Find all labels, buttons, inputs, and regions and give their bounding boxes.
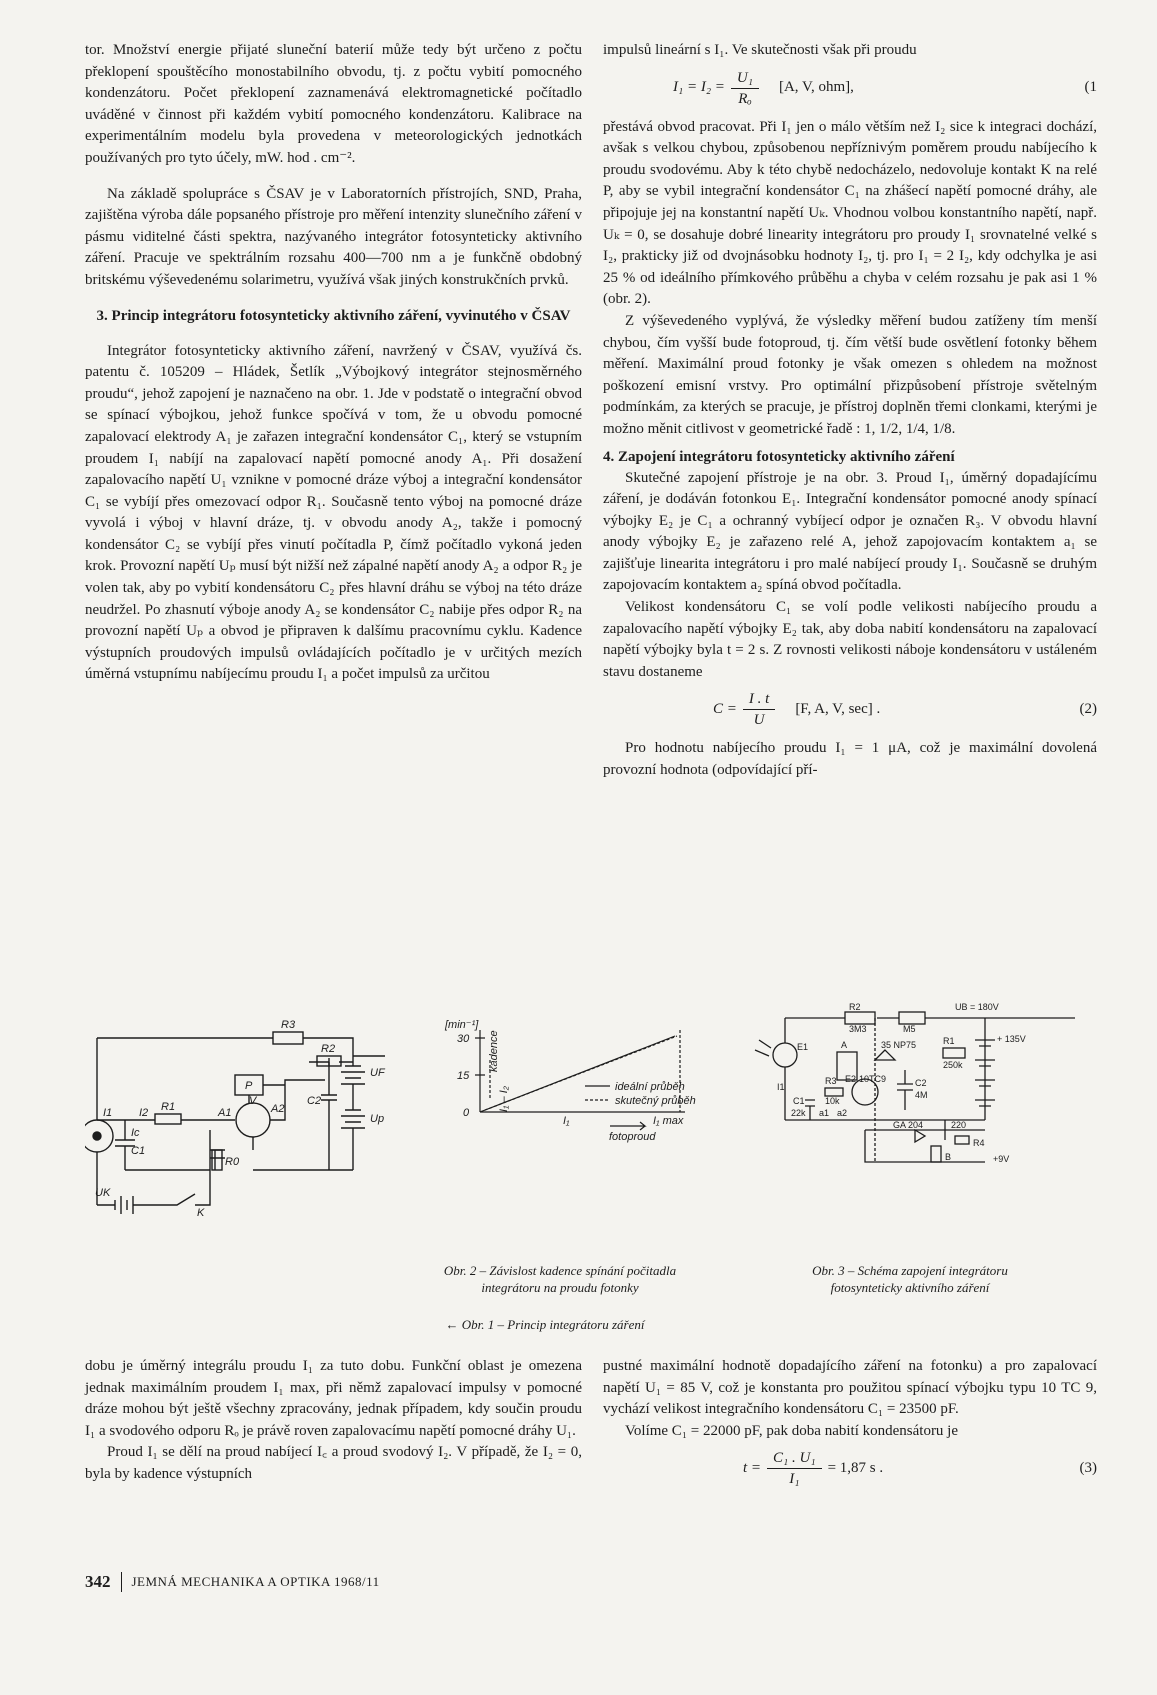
photocell-e1	[773, 1043, 797, 1067]
eq3-rhs: = 1,87 s .	[827, 1460, 884, 1477]
label-ic: Ic	[131, 1127, 140, 1139]
eq2-lhs: C =	[713, 701, 737, 718]
paragraph: Volíme C₁ = 22000 pF, pak doba nabití kondensátoru je	[625, 1422, 959, 1439]
eq3-denominator: I₁	[789, 1471, 800, 1488]
paragraph: Na základě spolupráce s ČSAV je v Laboratorních přístrojích, SND, Praha, zajištěna výroba dále popsaného přístroje pro měření intenzity slunečního záření v pásmu viditelné části spektra, nazývaného integrátor fotosynteticky aktivního záření. Pracuje ve spektrálním rozsahu 400—700 nm a je funkčně obdobný britskému výševedenému solarimetru, využívá však jiných konstrukčních prvků.	[85, 185, 582, 288]
capacitor-c2	[321, 1062, 337, 1170]
label-a1: A1	[218, 1107, 232, 1119]
light-rays	[755, 1040, 771, 1056]
lbl: 22k	[791, 1108, 806, 1118]
x-i1-label: I₁	[563, 1115, 570, 1127]
label-c2: C2	[307, 1095, 322, 1107]
lbl: A	[841, 1040, 848, 1050]
y-unit: [min⁻¹]	[445, 1019, 479, 1031]
page-footer	[85, 1572, 380, 1592]
label-k: K	[197, 1207, 205, 1219]
eq1-units: [A, V, ohm],	[778, 79, 854, 96]
eq2-fraction	[743, 689, 775, 730]
label-i1: I1	[103, 1107, 113, 1119]
eq1-lhs: I₁ = I₂ =	[673, 79, 725, 96]
label-r2: R2	[321, 1043, 336, 1055]
paragraph: Velikost kondensátoru C₁ se volí podle velikosti nabíjecího proudu a zapalovacího napětí výbojky E₂ tak, aby doba nabití kondensátoru na zapalovací napětí výbojky byla t = 2 s. Z rovnosti velikosti náboje kondensátoru v ustáleném stavu dostaneme	[603, 599, 1097, 680]
resistor-r0	[212, 1150, 222, 1170]
battery	[975, 1018, 995, 1120]
section-heading-4: 4. Zapojení integrátoru fotosynteticky aktivního záření	[603, 448, 955, 465]
paragraph: tor. Množství energie přijaté sluneční baterií může tedy být určeno z počtu překlopení spouštěcího monostabilního obvodu, tj. z počtu vybití pomocného kondenzátoru. Počet překlopení zaznamenává elektromagnetické počítadlo uváděné v činnost při každém vybití pomocného kondenzátoru. Kalibrace na experimentálním modelu byla provedena v meteorologických jednotkách používaných pro tyto účely, mW. hod . cm⁻².	[85, 42, 582, 166]
lbl: 4M	[915, 1090, 928, 1100]
x-arrow	[610, 1122, 645, 1130]
figure-3-caption: Obr. 3 – Schéma zapojení integrátoru fotosynteticky aktivního záření	[812, 1263, 1008, 1295]
y-label: kadence	[488, 1030, 500, 1072]
lbl: 250k	[943, 1060, 963, 1070]
eq2-denominator: U	[753, 712, 765, 729]
paragraph: impulsů lineární s I₁. Ve skutečnosti však při proudu	[603, 42, 917, 58]
label-r1: R1	[161, 1101, 176, 1113]
x-i1max-label: I₁ max	[653, 1115, 684, 1127]
label-v: V	[249, 1095, 257, 1107]
lbl: R2	[849, 1002, 861, 1012]
lbl: 10TC9	[859, 1074, 887, 1084]
figures-area	[85, 1000, 1097, 1345]
lbl: E2	[845, 1074, 857, 1084]
eq1-denominator: Rₒ	[738, 90, 752, 107]
resistor-r1	[155, 1114, 181, 1124]
legend-real: skutečný průběh	[615, 1095, 696, 1107]
page-number: 342	[85, 1572, 111, 1591]
equation-2	[603, 689, 1097, 730]
wire	[97, 1038, 353, 1056]
eq1-fraction	[731, 68, 759, 109]
right-column-bottom	[603, 1356, 1097, 1497]
tick-30: 30	[457, 1033, 470, 1045]
eq3-number: (3)	[1079, 1460, 1097, 1477]
figure-3-labels	[777, 1002, 1026, 1164]
figure-1-circuit	[85, 1032, 385, 1214]
journal-name: JEMNÁ MECHANIKA A OPTIKA 1968/11	[131, 1574, 380, 1589]
figure-1-labels	[95, 1019, 386, 1219]
x-label: fotoproud	[609, 1131, 656, 1143]
photocell-cathode	[93, 1132, 101, 1140]
eq3-numerator: C₁ . U₁	[767, 1448, 822, 1469]
resistor-r4	[955, 1136, 969, 1144]
lbl: R4	[973, 1138, 985, 1148]
eq2-numerator: I . t	[743, 689, 775, 710]
resistor-m5	[899, 1012, 925, 1024]
figure-1-caption: ← Obr. 1 – Princip integrátoru záření	[445, 1317, 645, 1332]
eq2-units: [F, A, V, sec] .	[795, 701, 881, 718]
lbl: a2	[837, 1108, 848, 1118]
resistor-r3	[273, 1032, 303, 1044]
label-r0: R0	[225, 1156, 240, 1168]
label-uf: UF	[370, 1067, 385, 1079]
eq2-number: (2)	[1079, 701, 1097, 718]
battery-up	[341, 1084, 365, 1170]
label-a2: A2	[271, 1103, 285, 1115]
lbl: UB = 180V	[955, 1002, 999, 1012]
equation-3	[603, 1448, 1097, 1489]
figure-2-chart	[444, 1019, 696, 1143]
lbl: B	[945, 1152, 952, 1162]
lbl: R3	[825, 1076, 837, 1086]
left-column-bottom	[85, 1356, 582, 1486]
resistor-r3	[825, 1088, 843, 1096]
lbl: I1	[777, 1082, 785, 1092]
diode	[875, 1050, 895, 1060]
lbl: 220	[951, 1120, 967, 1130]
paragraph: Skutečné zapojení přístroje je na obr. 3. Proud I₁, úměrný dopadajícímu záření, je dodáván fotonkou E₁. Integrační kondensátor pomocné anody spínací výbojky E₂ je C₁ a ochranný vybíjecí odpor je označen R₃. V obvodu hlavní anody výbojky E₂ je zařazeno relé A, jehož zapojovacím kontaktem a₁ se zajišťuje linearita integrátoru i pro malé nabíjecí proudy I₁. Současně se druhým zapojovacím kontaktem a₂ spíná obvod počítadla.	[603, 469, 1097, 594]
eq3-fraction	[767, 1448, 822, 1489]
battery-uf	[341, 1066, 365, 1084]
paragraph: Integrátor fotosynteticky aktivního záření, navržený v ČSAV, využívá čs. patentu č. 105209 – Hládek, Šetlík „Výbojkový integrátor stejnosměrného proudu“, jehož zapojení je naznačeno na obr. 1. Jde v podstatě o integrační obvod se spínací výbojkou, jehož funkce spočívá v tom, že u obvodu pomocné zapalovací elektrody A₁ je zařazen integrační kondensátor C₁, který se vstupním proudem I₁ nabíjí na zapalovací napětí pomocné anody A₁. Při dosažení zapalovacího napětí U₁ vznikne v pomocné dráze výboj a integrační kondensátor C₁ se vybíjí přes omezovací odpor R₁. Současně tento výboj na pomocné dráze vyvolá i výboj v hlavní dráze, tj. v obvodu anody A₂, takže i pomocný kondensátor C₂ se vybíjí přes vinutí počítadla P, čímž počítadlo vykoná jeden krok. Provozní napětí Uₚ musí být nižší než zápalné napětí anody A₂ a odpor R₂ je volen tak, aby po vybití kondensátoru C₂ přes hlavní dráhu se výboj na této dráze neudržel. Po zhasnutí výboje anody A₂ se kondensátor C₂ nabije přes odpor R₂ na provozní napětí Uₚ a obvod je připraven k dalšímu pracovnímu cyklu. Kadence výstupních proudových impulsů ovládajících počítadlo je v určitých mezích úměrná vstupnímu nabíjecímu proudu I₁ a počet impulsů za určitou	[85, 342, 582, 683]
left-column-top	[85, 40, 582, 686]
diff-label: I₁ – I₂	[498, 1085, 510, 1112]
lbl: M5	[903, 1024, 916, 1034]
tick-15: 15	[457, 1070, 470, 1082]
lbl: 3M3	[849, 1024, 867, 1034]
battery-uk	[115, 1196, 133, 1214]
resistor-r2	[845, 1012, 875, 1024]
paragraph: Pro hodnotu nabíjecího proudu I₁ = 1 μA, což je maximální dovolená provozní hodnota (odpovídající pří-	[603, 740, 1097, 779]
label-up: Up	[370, 1113, 385, 1125]
wire	[865, 1120, 985, 1140]
wire	[195, 1130, 210, 1205]
lbl: C2	[915, 1078, 927, 1088]
wire	[309, 1058, 353, 1066]
lbl: E1	[797, 1042, 809, 1052]
label-p: P	[245, 1080, 253, 1092]
lbl: GA 204	[893, 1120, 924, 1130]
lbl: 35 NP75	[881, 1040, 917, 1050]
lbl: +9V	[993, 1154, 1010, 1164]
equation-1	[603, 68, 1097, 109]
label-uk: UK	[95, 1187, 111, 1199]
right-column-top	[603, 40, 1097, 782]
counter-b	[931, 1146, 941, 1162]
paragraph: Z výševedeného vyplývá, že výsledky měření budou zatíženy tím menší chybou, čím vyšší bude fotoproud, tj. čím větší bude osvětlení fotonky během měření. Maximální proud fotonky je však omezen s ohledem na možnost poškození emisní vrstvy. Pro optimální přizpůsobení přístroje světelným podmínkám, za kterých se pracuje, je přístroj doplněn třemi clonkami, kterými je možno měnit citlivost v geometrické řadě : 1, 1/2, 1/4, 1/8.	[603, 312, 1097, 437]
paragraph: Proud I₁ se dělí na proud nabíjecí I꜀ a proud svodový I₂. V případě, že I₂ = 0, byla by kadence výstupních	[85, 1444, 582, 1482]
eq3-lhs: t =	[743, 1460, 762, 1477]
paragraph: pustné maximální hodnotě dopadajícího záření na fotonku) a pro zapalovací napětí U₁ = 85 V, což je konstanta pro použitou spínací výbojku typu 10 TC 9, vychází velikost integračního kondensátoru C₁ = 23500 pF.	[603, 1358, 1097, 1418]
diode-ga204	[915, 1130, 925, 1142]
paragraph: přestává obvod pracovat. Při I₁ jen o málo větším než I₂ sice k integraci dochází, avšak s velkou chybou, způsobenou nepříznivým poměrem proudu nabíjecího k proudu svodovému. Aby k této chybě nedocházelo, nedovoluje kontakt K na relé P, aby se vybil integrační kondensátor C₁ na zhášecí napětí pomocné dráhy, ale připojuje jej na konstantní napětí Uₖ. Vhodnou volbou konstantního napětí, např. Uₖ = 0, se dosahuje dobré linearity integrátoru pro proudy I₁ srovnatelné velké s I₂, prakticky již od dvojnásobku hodnoty I₂, tj. pro I₁ = 2 I₂, kdy odchylka je asi 25 % od ideálního přímkového průběhu a chyba v celém rozsahu je pak asi 1 % (obr. 2).	[603, 118, 1097, 308]
tick-0: 0	[463, 1107, 470, 1119]
capacitor-c1	[805, 1100, 815, 1120]
resistor-r1	[943, 1048, 965, 1058]
figure-2-caption: Obr. 2 – Závislost kadence spínání počitadla integrátoru na proudu fotonky	[443, 1263, 677, 1295]
legend-ideal: ideální průběh	[615, 1081, 685, 1093]
lbl: + 135V	[997, 1034, 1026, 1044]
footer-divider	[121, 1572, 122, 1592]
section-heading-3: 3. Princip integrátoru fotosynteticky aktivního záření, vyvinutého v ČSAV	[96, 307, 571, 324]
discharge-tube	[236, 1103, 270, 1137]
label-r3: R3	[281, 1019, 296, 1031]
lbl: R1	[943, 1036, 955, 1046]
eq1-number: (1	[1084, 79, 1097, 96]
switch-k	[133, 1194, 195, 1205]
eq1-numerator: U₁	[731, 68, 759, 89]
lbl: C1	[793, 1096, 805, 1106]
label-i2: I2	[139, 1107, 149, 1119]
wire	[865, 1130, 985, 1162]
label-c1: C1	[131, 1145, 146, 1157]
capacitor-c2	[897, 1070, 913, 1110]
lbl: 10k	[825, 1096, 840, 1106]
lbl: a1	[819, 1108, 830, 1118]
paragraph: dobu je úměrný integrálu proudu I₁ za tuto dobu. Funkční oblast je omezena jednak maximálním proudem I₁ max, při němž zapalovací impulsy v pomocné dráze mohou být ještě všechny zpracovány, jednak případem, kdy součin proudu I₁ a svodového odporu Rₒ je právě roven zapalovacímu napětí pomocné dráhy U₁.	[85, 1358, 582, 1439]
